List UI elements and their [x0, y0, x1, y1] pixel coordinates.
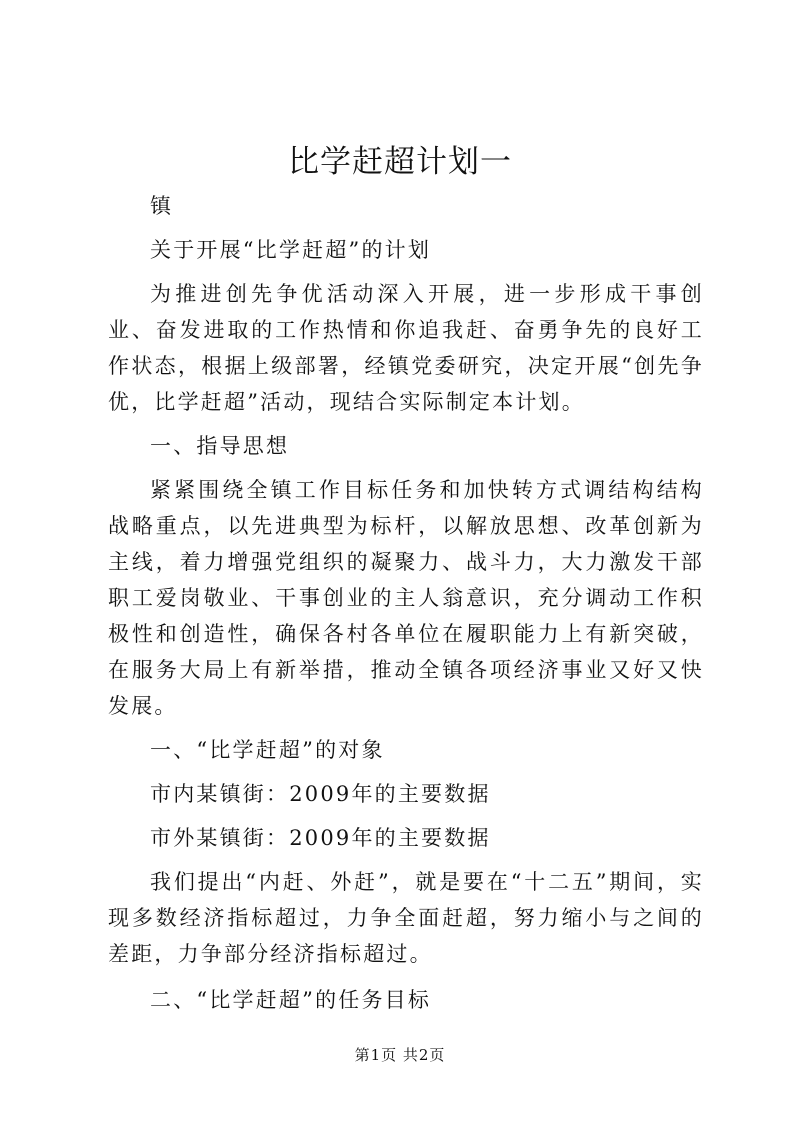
- paragraph-intro: 为推进创先争优活动深入开展，进一步形成干事创业、奋发进取的工作热情和你追我赶、奋勇争先的良好工作状态，根据上级部署，经镇党委研究，决定开展“创先争优，比学赶超”活动，现结合实际制定本计划。: [108, 282, 704, 414]
- paragraph-addressee: 镇: [150, 194, 174, 218]
- document-body: [108, 188, 704, 1018]
- paragraph-subject: 关于开展“比学赶超”的计划: [150, 238, 432, 262]
- paragraph-target-outer: 市外某镇街：2009年的主要数据: [150, 826, 491, 850]
- heading-guiding-ideology: 一、指导思想: [150, 434, 290, 458]
- heading-targets: 一、“比学赶超”的对象: [150, 738, 385, 762]
- page-number: 第1页 共2页: [354, 1046, 446, 1064]
- paragraph-target-inner: 市内某镇街：2009年的主要数据: [150, 782, 491, 806]
- document-title: 比学赶超计划一: [288, 144, 512, 180]
- paragraph-guiding-ideology: 紧紧围绕全镇工作目标任务和加快转方式调结构结构战略重点，以先进典型为标杆，以解放思想、改革创新为主线，着力增强党组织的凝聚力、战斗力，大力激发干部职工爱岗敬业、干事创业的主人翁意识，充分调动工作积极性和创造性，确保各村各单位在履职能力上有新突破，在服务大局上有新举措，推动全镇各项经济事业又好又快发展。: [108, 478, 704, 718]
- paragraph-catch-up: 我们提出“内赶、外赶”，就是要在“十二五”期间，实现多数经济指标超过，力争全面赶超，努力缩小与之间的差距，力争部分经济指标超过。: [108, 870, 704, 966]
- heading-task-goals: 二、“比学赶超”的任务目标: [150, 988, 432, 1012]
